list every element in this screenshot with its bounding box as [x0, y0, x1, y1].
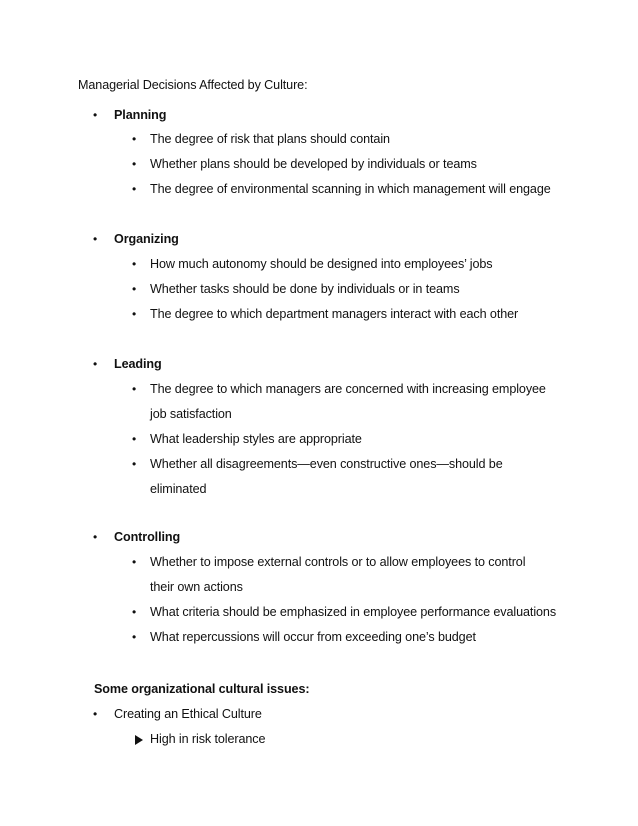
issues-title: Some organizational cultural issues: — [94, 682, 310, 696]
leading-item-continuation: job satisfaction — [150, 407, 232, 421]
leading-item: Whether all disagreements—even constructive ones—should be — [150, 457, 503, 471]
section-title-planning: Planning — [114, 108, 167, 122]
issues-bullet: • — [93, 707, 98, 721]
item-bullet: • — [132, 307, 137, 321]
page-heading: Managerial Decisions Affected by Culture: — [78, 78, 308, 92]
item-bullet: • — [132, 182, 137, 196]
item-bullet: • — [132, 630, 137, 644]
item-bullet: • — [132, 555, 137, 569]
planning-item: The degree of environmental scanning in which management will engage — [150, 182, 551, 196]
section-title-controlling: Controlling — [114, 530, 181, 544]
organizing-item: How much autonomy should be designed into employees’ jobs — [150, 257, 493, 271]
leading-item: What leadership styles are appropriate — [150, 432, 362, 446]
section-bullet: • — [93, 108, 98, 122]
item-bullet: • — [132, 432, 137, 446]
controlling-item: What criteria should be emphasized in employee performance evaluations — [150, 605, 557, 619]
issues-item: Creating an Ethical Culture — [114, 707, 262, 721]
section-title-organizing: Organizing — [114, 232, 179, 246]
item-bullet: • — [132, 257, 137, 271]
leading-item: The degree to which managers are concerned with increasing employee — [150, 382, 546, 396]
section-bullet: • — [93, 530, 98, 544]
section-title-leading: Leading — [114, 357, 162, 371]
leading-item-continuation: eliminated — [150, 482, 207, 496]
section-bullet: • — [93, 232, 98, 246]
organizing-item: Whether tasks should be done by individuals or in teams — [150, 282, 460, 296]
item-bullet: • — [132, 457, 137, 471]
organizing-item: The degree to which department managers interact with each other — [150, 307, 519, 321]
controlling-item: What repercussions will occur from exceeding one’s budget — [150, 630, 476, 644]
controlling-item: Whether to impose external controls or to allow employees to control — [150, 555, 526, 569]
item-bullet: • — [132, 132, 137, 146]
controlling-item-continuation: their own actions — [150, 580, 243, 594]
item-bullet: • — [132, 605, 137, 619]
arrow-bullet-icon — [135, 735, 143, 745]
item-bullet: • — [132, 282, 137, 296]
issues-subitem: High in risk tolerance — [150, 732, 266, 746]
item-bullet: • — [132, 382, 137, 396]
planning-item: The degree of risk that plans should contain — [150, 132, 390, 146]
section-bullet: • — [93, 357, 98, 371]
planning-item: Whether plans should be developed by individuals or teams — [150, 157, 477, 171]
item-bullet: • — [132, 157, 137, 171]
